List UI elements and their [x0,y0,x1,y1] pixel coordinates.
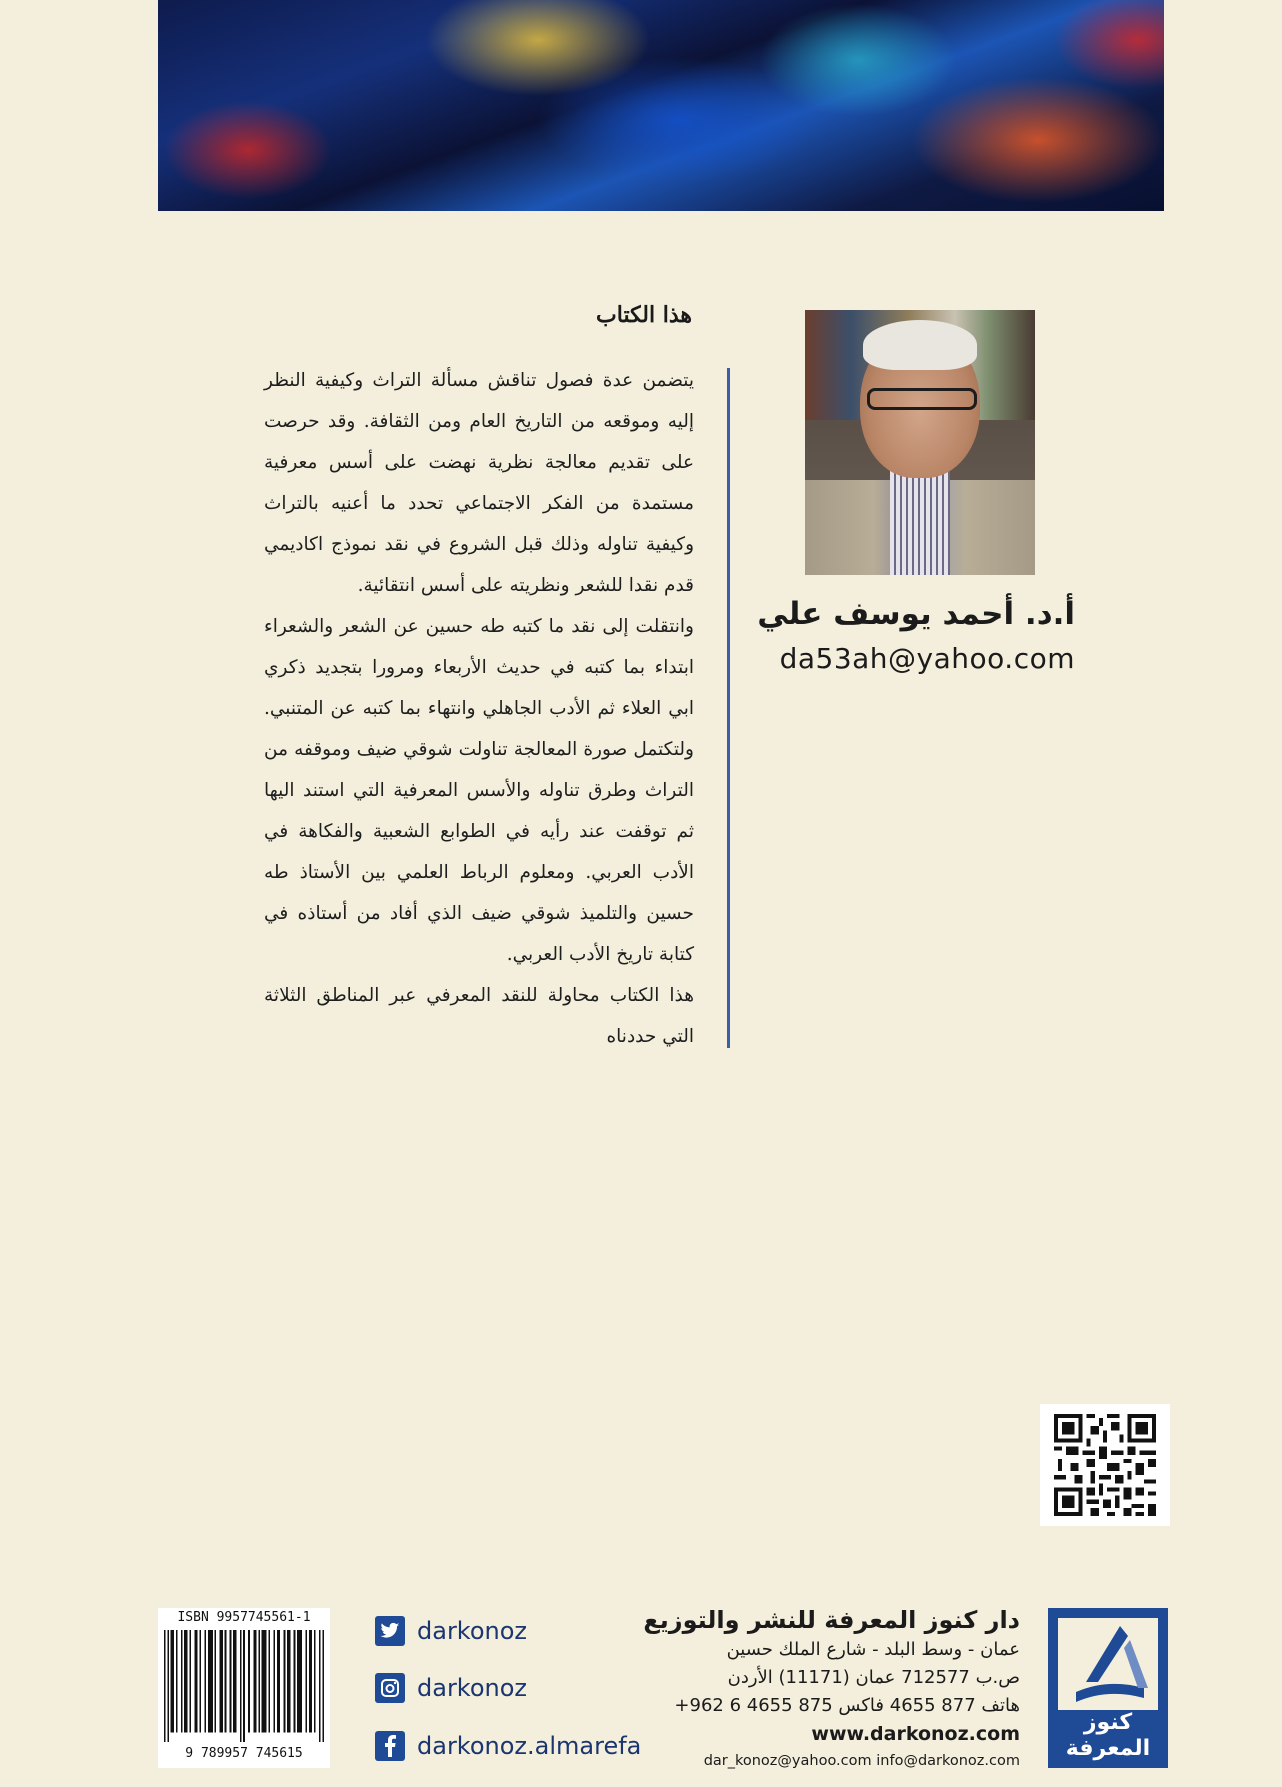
publisher-logo [1048,1608,1168,1768]
qr-code-icon [1054,1414,1156,1516]
section-heading: هذا الكتاب [596,302,692,328]
photo-glasses [867,388,977,410]
vertical-divider [727,368,730,1048]
social-facebook[interactable] [375,1728,641,1764]
qr-code[interactable] [1040,1404,1170,1526]
description-paragraph: هذا الكتاب محاولة للنقد المعرفي عبر المناطق الثلاثة التي حددناه [264,985,694,1047]
logo-emblem [1058,1618,1158,1710]
logo-wordmark: كنوز المعرفة [1065,1710,1151,1761]
instagram-icon [375,1673,405,1703]
isbn-digits: 9 789957 745615 [185,1746,303,1761]
author-name: أ.د. أحمد يوسف علي [757,596,1075,632]
social-instagram[interactable] [375,1670,527,1706]
photo-shirt [890,470,950,575]
author-photo [805,310,1035,575]
twitter-handle: darkonoz [417,1617,528,1645]
instagram-handle: darkonoz [417,1674,528,1702]
book-icon [1058,1618,1158,1710]
description-paragraph: يتضمن عدة فصول تناقش مسألة التراث وكيفية النظر إليه وموقعه من التاريخ العام ومن الثقافة. وقد حرصت على تقديم معالجة نظرية نهضت على أسس معرفية مستمدة من الفكر الاجتماعي تحدد ما أعنيه بالتراث وكيفية تناوله وذلك قبل الشروع في نقد نموذج اكاديمي قدم نقدا للشعر ونظريته على أسس انتقائية. [264,370,694,596]
social-twitter[interactable] [375,1613,527,1649]
description-paragraph: وانتقلت إلى نقد ما كتبه طه حسين عن الشعر والشعراء ابتداء بما كتبه في حديث الأربعاء ومرورا بتجديد ذكري ابي العلاء ثم الأدب الجاهلي وانتهاء بما كتبه عن المتنبي. ولتكتمل صورة المعالجة تناولت شوقي ضيف وموقفه من التراث وطرق تناوله والأسس المعرفية التي استند اليها ثم توقفت عند رأيه في الطوابع الشعبية والفكاهة في الأدب العربي. ومعلوم الرباط العلمي بين الأستاذ طه حسين والتلميذ شوقي ضيف الذي أفاد من أستاذه في كتابة تاريخ الأدب العربي. [264,616,694,965]
photo-hair [863,320,977,370]
isbn-label: ISBN 9957745561-1 [177,1610,311,1625]
publisher-website[interactable]: www.darkonoz.com [811,1723,1020,1745]
publisher-info [640,1604,1020,1774]
barcode-icon [164,1630,324,1742]
cover-artwork [158,0,1164,211]
isbn-barcode [158,1608,330,1768]
publisher-phone: هاتف 877 4655 فاكس 875 4655 6 962+ [674,1695,1020,1716]
facebook-handle: darkonoz.almarefa [417,1732,642,1760]
book-description [264,360,694,1057]
author-email[interactable]: da53ah@yahoo.com [779,642,1075,675]
publisher-pobox: ص.ب 712577 عمان (11171) الأردن [727,1667,1020,1688]
publisher-address: عمان - وسط البلد - شارع الملك حسين [726,1639,1020,1660]
publisher-name: دار كنوز المعرفة للنشر والتوزيع [643,1606,1020,1634]
twitter-icon [375,1616,405,1646]
publisher-emails[interactable]: dar_konoz@yahoo.com info@darkonoz.com [703,1753,1020,1769]
facebook-icon [375,1731,405,1761]
